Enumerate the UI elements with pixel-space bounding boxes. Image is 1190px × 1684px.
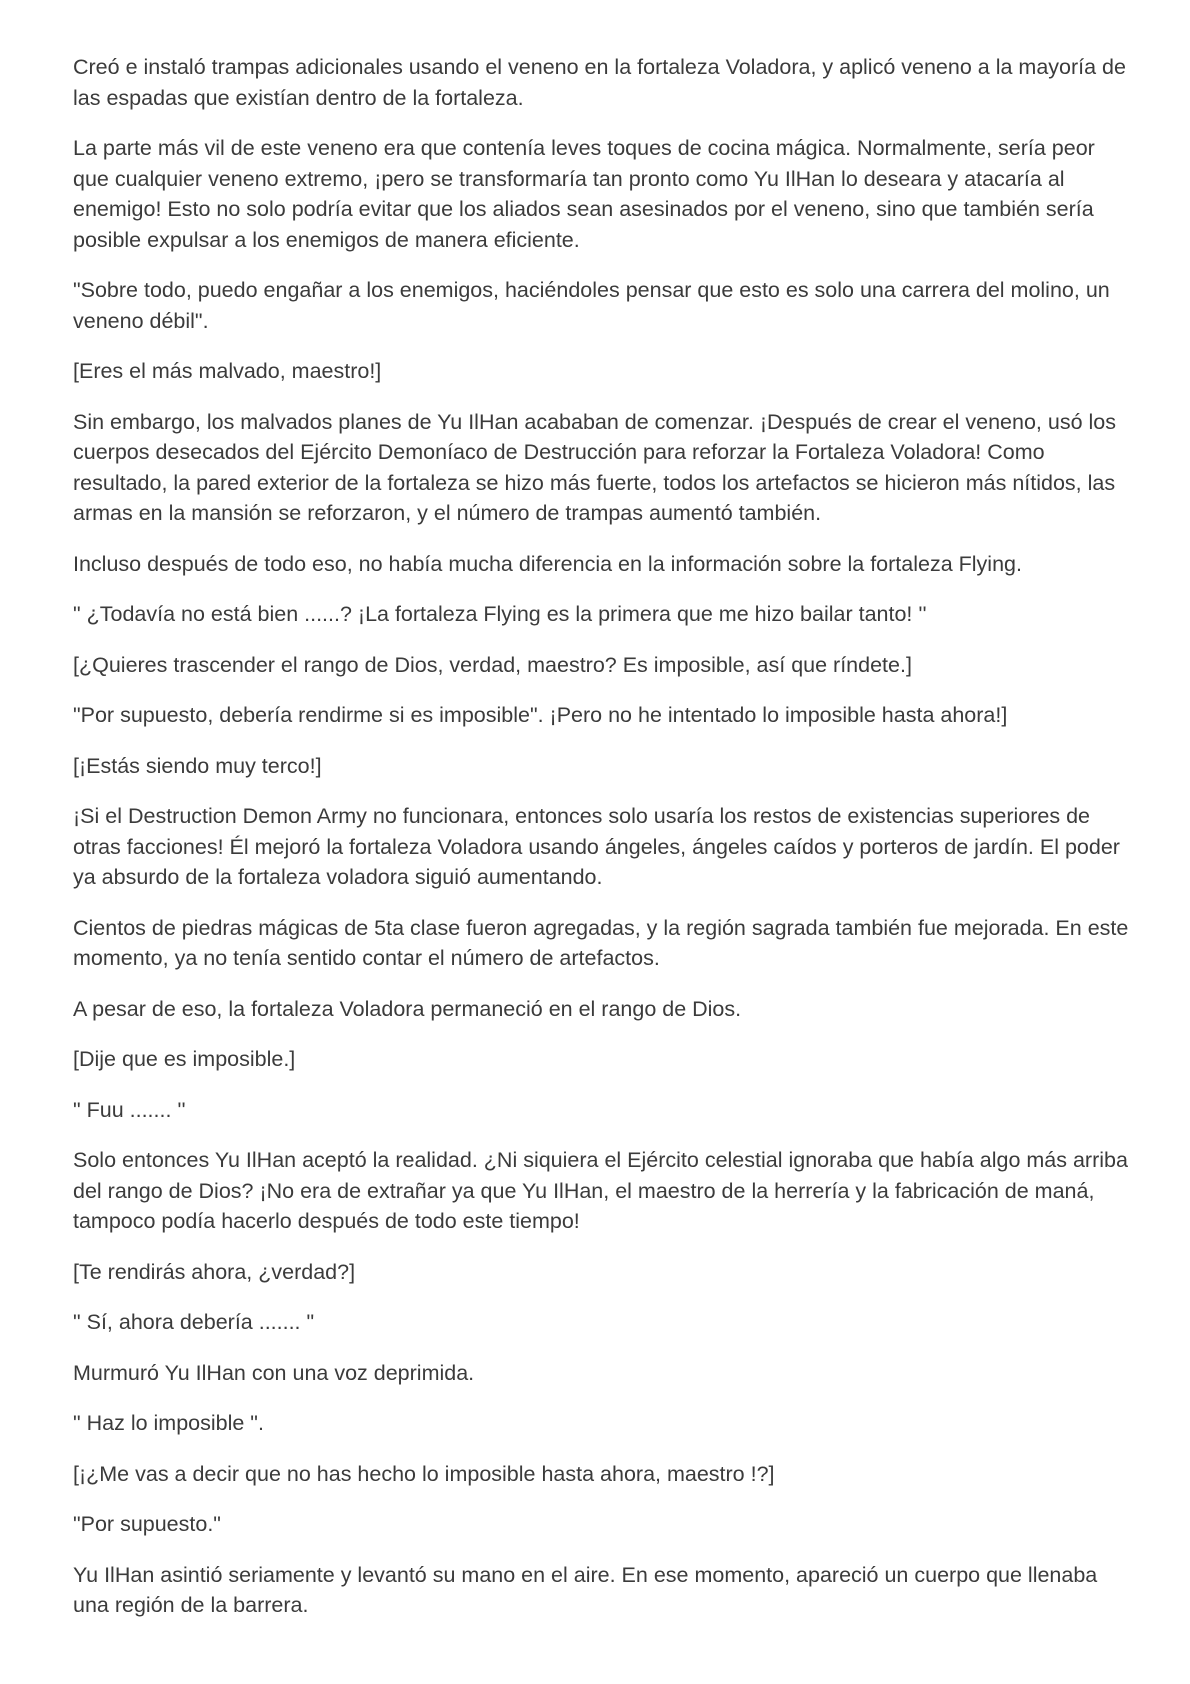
paragraph: [Eres el más malvado, maestro!] [73, 359, 382, 383]
paragraph: " Fuu ....... '' [73, 1097, 186, 1122]
paragraph: ¡Si el Destruction Demon Army no funcionara, entonces solo usaría los restos de existencias superiores de otras facciones! Él mejoró la fortaleza Voladora usando ángeles, ángeles caídos y porteros de jardín. El poder ya absurdo de la fortaleza voladora siguió aumentando. [73, 804, 1120, 889]
paragraph: [Dije que es imposible.] [73, 1047, 296, 1071]
paragraph: " ¿Todavía no está bien ......? ¡La fortaleza Flying es la primera que me hizo bailar tanto! '' [73, 602, 927, 626]
paragraph: Yu IlHan asintió seriamente y levantó su mano en el aire. En ese momento, apareció un cuerpo que llenaba una región de la barrera. [73, 1562, 1098, 1617]
paragraph: "Por supuesto, debería rendirme si es imposible". ¡Pero no he intentado lo imposible hasta ahora!] [73, 703, 1008, 727]
paragraph: Sin embargo, los malvados planes de Yu IlHan acababan de comenzar. ¡Después de crear el veneno, usó los cuerpos desecados del Ejército Demoníaco de Destrucción para reforzar la Fortaleza Voladora! Como resultado, la pared exterior de la fortaleza se hizo más fuerte, todos los artefactos se hicieron más nítidos, las armas en la mansión se reforzaron, y el número de trampas aumentó también. [73, 409, 1116, 525]
paragraph: "Sobre todo, puedo engañar a los enemigos, haciéndoles pensar que esto es solo una carrera del molino, un veneno débil". [73, 278, 1110, 333]
paragraph: Creó e instaló trampas adicionales usando el veneno en la fortaleza Voladora, y aplicó veneno a la mayoría de las espadas que existían dentro de la fortaleza. [73, 55, 1126, 110]
paragraph: [Te rendirás ahora, ¿verdad?] [73, 1259, 356, 1284]
paragraph: Incluso después de todo eso, no había mucha diferencia en la información sobre la fortaleza Flying. [73, 551, 1022, 576]
paragraph: " Haz lo imposible ". [73, 1411, 264, 1435]
paragraph: Solo entonces Yu IlHan aceptó la realidad. ¿Ni siquiera el Ejército celestial ignoraba que había algo más arriba del rango de Dios? ¡No era de extrañar ya que Yu IlHan, el maestro de la herrería y la fabricación de maná, tampoco podía hacerlo después de todo este tiempo! [73, 1148, 1128, 1233]
paragraph: [¡Estás siendo muy terco!] [73, 753, 322, 778]
document-page [73, 52, 1133, 1641]
paragraph: Murmuró Yu IlHan con una voz deprimida. [73, 1360, 475, 1385]
paragraph: "Por supuesto." [73, 1512, 221, 1536]
paragraph: " Sí, ahora debería ....... " [73, 1310, 315, 1334]
paragraph: [¿Quieres trascender el rango de Dios, verdad, maestro? Es imposible, así que ríndete.] [73, 652, 912, 677]
paragraph: La parte más vil de este veneno era que contenía leves toques de cocina mágica. Normalmente, sería peor que cualquier veneno extremo, ¡pero se transformaría tan pronto como Yu IlHan lo deseara y atacaría al enemigo! Esto no solo podría evitar que los aliados sean asesinados por el veneno, sino que también sería posible expulsar a los enemigos de manera eficiente. [73, 136, 1095, 252]
paragraph: A pesar de eso, la fortaleza Voladora permaneció en el rango de Dios. [73, 996, 742, 1021]
paragraph: [¡¿Me vas a decir que no has hecho lo imposible hasta ahora, maestro !?] [73, 1461, 775, 1486]
paragraph: Cientos de piedras mágicas de 5ta clase fueron agregadas, y la región sagrada también fue mejorada. En este momento, ya no tenía sentido contar el número de artefactos. [73, 915, 1129, 970]
